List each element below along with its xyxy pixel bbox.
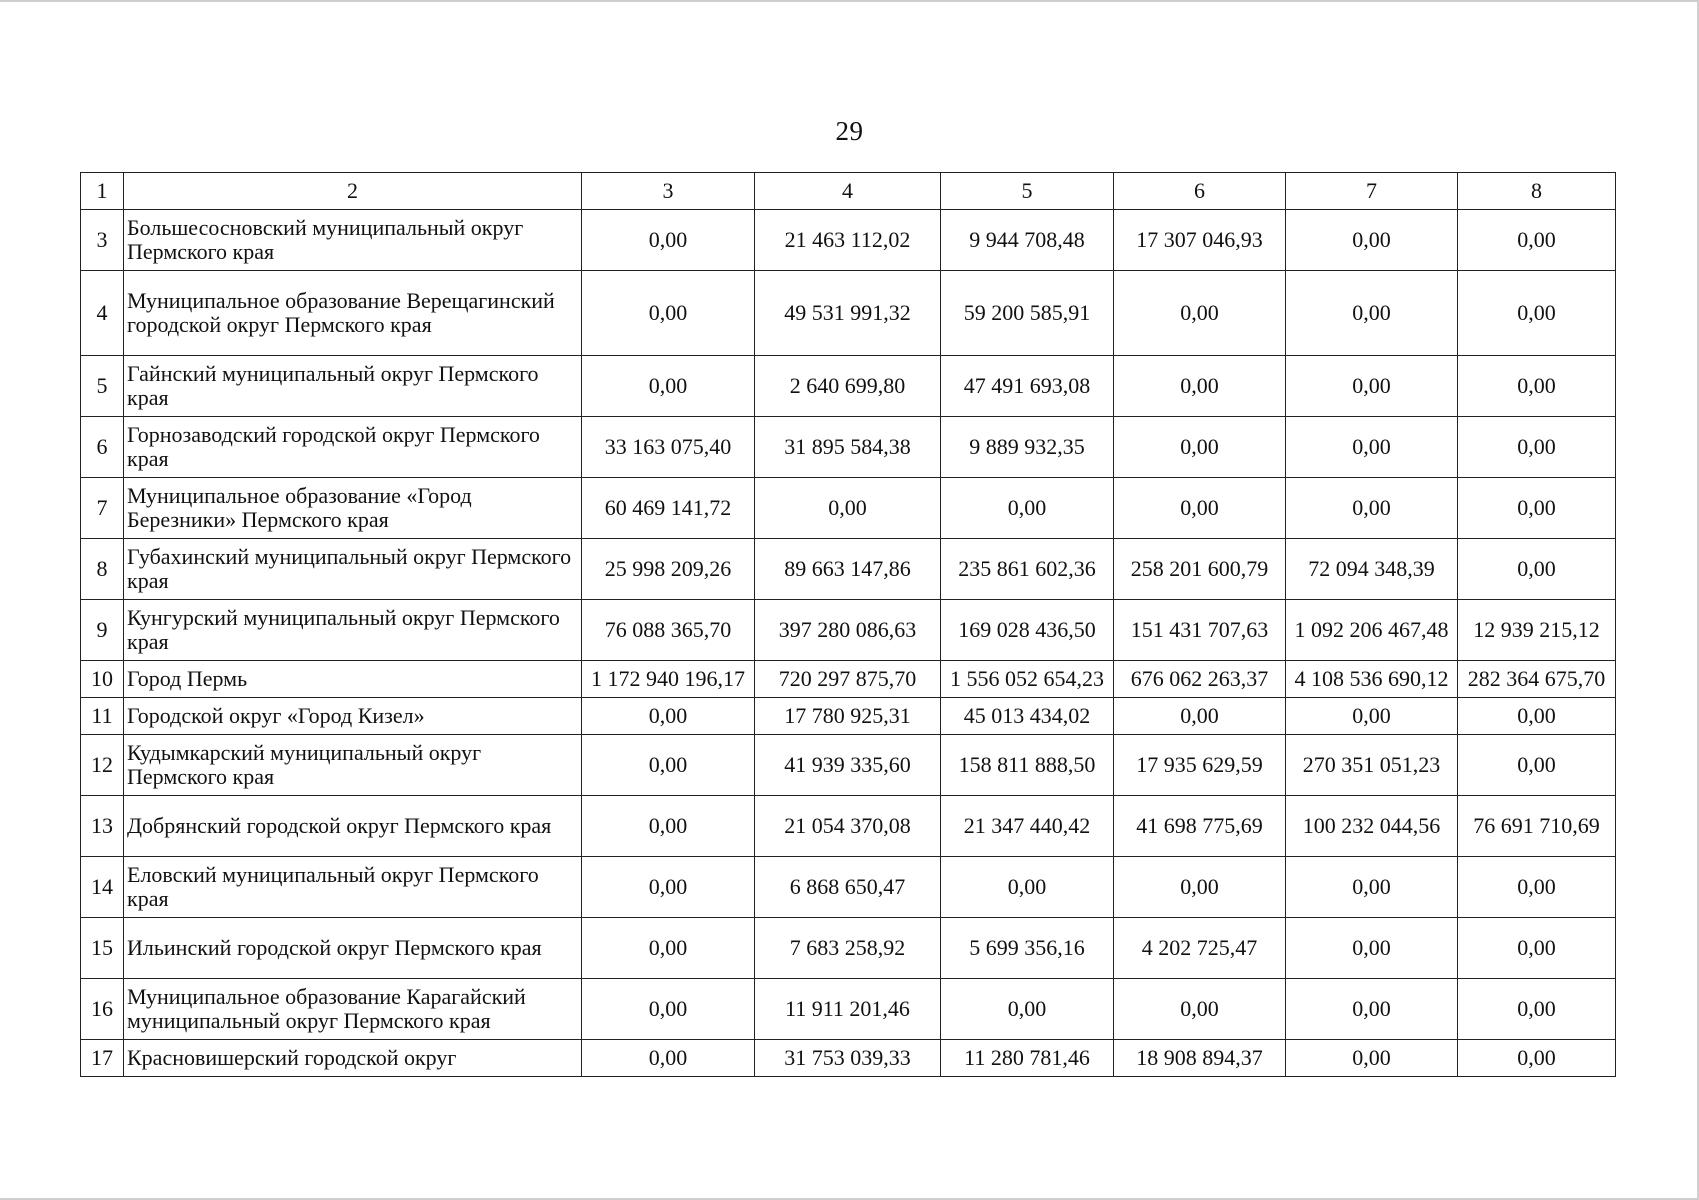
amount-cell: 0,00	[582, 210, 755, 271]
amount-cell: 282 364 675,70	[1458, 661, 1616, 698]
column-header: 6	[1114, 173, 1286, 210]
municipality-name: Добрянский городской округ Пермского края	[124, 796, 582, 857]
amount-cell: 49 531 991,32	[755, 271, 941, 356]
amount-cell: 270 351 051,23	[1286, 735, 1458, 796]
amount-cell: 0,00	[1458, 539, 1616, 600]
amount-cell: 41 698 775,69	[1114, 796, 1286, 857]
row-number: 10	[81, 661, 124, 698]
row-number: 15	[81, 918, 124, 979]
amount-cell: 76 691 710,69	[1458, 796, 1616, 857]
column-header: 5	[941, 173, 1114, 210]
table-row	[81, 796, 1616, 857]
amount-cell: 76 088 365,70	[582, 600, 755, 661]
municipality-name: Красновишерский городской округ	[124, 1040, 582, 1077]
header-row	[81, 173, 1616, 210]
column-header: 8	[1458, 173, 1616, 210]
amount-cell: 17 780 925,31	[755, 698, 941, 735]
amount-cell: 9 944 708,48	[941, 210, 1114, 271]
amount-cell: 0,00	[1286, 271, 1458, 356]
municipality-name: Кудымкарский муниципальный округ Пермского края	[124, 735, 582, 796]
municipality-name: Горнозаводский городской округ Пермского края	[124, 417, 582, 478]
amount-cell: 33 163 075,40	[582, 417, 755, 478]
amount-cell: 0,00	[1458, 979, 1616, 1040]
amount-cell: 4 108 536 690,12	[1286, 661, 1458, 698]
amount-cell: 0,00	[1114, 857, 1286, 918]
amount-cell: 0,00	[1114, 698, 1286, 735]
amount-cell: 0,00	[582, 796, 755, 857]
amount-cell: 258 201 600,79	[1114, 539, 1286, 600]
amount-cell: 0,00	[1286, 918, 1458, 979]
amount-cell: 0,00	[1286, 417, 1458, 478]
row-number: 13	[81, 796, 124, 857]
amount-cell: 0,00	[1458, 210, 1616, 271]
amount-cell: 0,00	[1286, 979, 1458, 1040]
column-header: 4	[755, 173, 941, 210]
amount-cell: 31 895 584,38	[755, 417, 941, 478]
amount-cell: 31 753 039,33	[755, 1040, 941, 1077]
amount-cell: 100 232 044,56	[1286, 796, 1458, 857]
amount-cell: 89 663 147,86	[755, 539, 941, 600]
table-row	[81, 539, 1616, 600]
row-number: 7	[81, 478, 124, 539]
amount-cell: 25 998 209,26	[582, 539, 755, 600]
amount-cell: 0,00	[1458, 478, 1616, 539]
amount-cell: 720 297 875,70	[755, 661, 941, 698]
table-row	[81, 1040, 1616, 1077]
amount-cell: 4 202 725,47	[1114, 918, 1286, 979]
table-row	[81, 356, 1616, 417]
municipality-name: Большесосновский муниципальный округ Пермского края	[124, 210, 582, 271]
table-row	[81, 271, 1616, 356]
amount-cell: 0,00	[941, 979, 1114, 1040]
amount-cell: 18 908 894,37	[1114, 1040, 1286, 1077]
column-header: 1	[81, 173, 124, 210]
amount-cell: 2 640 699,80	[755, 356, 941, 417]
table-row	[81, 417, 1616, 478]
row-number: 16	[81, 979, 124, 1040]
row-number: 9	[81, 600, 124, 661]
row-number: 12	[81, 735, 124, 796]
page-number: 29	[835, 116, 864, 146]
scan-edge-top	[0, 0, 1699, 2]
amount-cell: 17 935 629,59	[1114, 735, 1286, 796]
municipality-name: Муниципальное образование Верещагинский городской округ Пермского края	[124, 271, 582, 356]
amount-cell: 0,00	[1458, 698, 1616, 735]
amount-cell: 0,00	[1458, 857, 1616, 918]
amount-cell: 0,00	[1458, 1040, 1616, 1077]
amount-cell: 151 431 707,63	[1114, 600, 1286, 661]
row-number: 5	[81, 356, 124, 417]
amount-cell: 72 094 348,39	[1286, 539, 1458, 600]
row-number: 6	[81, 417, 124, 478]
amount-cell: 0,00	[1458, 735, 1616, 796]
amount-cell: 0,00	[1114, 417, 1286, 478]
municipality-name: Еловский муниципальный округ Пермского края	[124, 857, 582, 918]
table-row	[81, 600, 1616, 661]
table-row	[81, 698, 1616, 735]
row-number: 17	[81, 1040, 124, 1077]
amount-cell: 0,00	[1286, 356, 1458, 417]
amount-cell: 0,00	[582, 735, 755, 796]
amount-cell: 0,00	[1286, 478, 1458, 539]
municipality-name: Муниципальное образование «Город Березники» Пермского края	[124, 478, 582, 539]
amount-cell: 59 200 585,91	[941, 271, 1114, 356]
amount-cell: 0,00	[1458, 918, 1616, 979]
amount-cell: 0,00	[755, 478, 941, 539]
municipality-name: Город Пермь	[124, 661, 582, 698]
amount-cell: 235 861 602,36	[941, 539, 1114, 600]
table-row	[81, 478, 1616, 539]
amount-cell: 5 699 356,16	[941, 918, 1114, 979]
amount-cell: 0,00	[582, 979, 755, 1040]
amount-cell: 60 469 141,72	[582, 478, 755, 539]
amount-cell: 0,00	[1114, 979, 1286, 1040]
amount-cell: 1 556 052 654,23	[941, 661, 1114, 698]
municipality-name: Ильинский городской округ Пермского края	[124, 918, 582, 979]
amount-cell: 0,00	[1114, 271, 1286, 356]
amount-cell: 0,00	[582, 356, 755, 417]
table-row	[81, 210, 1616, 271]
amount-cell: 0,00	[1458, 271, 1616, 356]
amount-cell: 7 683 258,92	[755, 918, 941, 979]
amount-cell: 41 939 335,60	[755, 735, 941, 796]
amount-cell: 0,00	[1114, 478, 1286, 539]
amount-cell: 11 911 201,46	[755, 979, 941, 1040]
amount-cell: 0,00	[1458, 356, 1616, 417]
municipality-name: Городской округ «Город Кизел»	[124, 698, 582, 735]
amount-cell: 0,00	[1286, 210, 1458, 271]
row-number: 14	[81, 857, 124, 918]
column-header: 3	[582, 173, 755, 210]
amount-cell: 21 463 112,02	[755, 210, 941, 271]
table-row	[81, 661, 1616, 698]
amount-cell: 0,00	[941, 857, 1114, 918]
amount-cell: 397 280 086,63	[755, 600, 941, 661]
amount-cell: 0,00	[1286, 698, 1458, 735]
municipality-name: Губахинский муниципальный округ Пермского края	[124, 539, 582, 600]
amount-cell: 158 811 888,50	[941, 735, 1114, 796]
table-row	[81, 979, 1616, 1040]
amount-cell: 0,00	[1114, 356, 1286, 417]
amount-cell: 21 347 440,42	[941, 796, 1114, 857]
amount-cell: 45 013 434,02	[941, 698, 1114, 735]
amount-cell: 11 280 781,46	[941, 1040, 1114, 1077]
amount-cell: 17 307 046,93	[1114, 210, 1286, 271]
table-row	[81, 857, 1616, 918]
row-number: 3	[81, 210, 124, 271]
amount-cell: 169 028 436,50	[941, 600, 1114, 661]
amount-cell: 6 868 650,47	[755, 857, 941, 918]
amount-cell: 0,00	[582, 1040, 755, 1077]
amount-cell: 0,00	[1458, 417, 1616, 478]
amount-cell: 0,00	[582, 271, 755, 356]
amount-cell: 9 889 932,35	[941, 417, 1114, 478]
amount-cell: 12 939 215,12	[1458, 600, 1616, 661]
amount-cell: 0,00	[941, 478, 1114, 539]
row-number: 4	[81, 271, 124, 356]
row-number: 8	[81, 539, 124, 600]
column-header: 7	[1286, 173, 1458, 210]
amount-cell: 0,00	[582, 857, 755, 918]
amount-cell: 0,00	[1286, 1040, 1458, 1077]
municipality-name: Гайнский муниципальный округ Пермского края	[124, 356, 582, 417]
municipal-budget-table	[80, 172, 1616, 1077]
amount-cell: 0,00	[1286, 857, 1458, 918]
amount-cell: 0,00	[582, 918, 755, 979]
table-row	[81, 735, 1616, 796]
amount-cell: 47 491 693,08	[941, 356, 1114, 417]
amount-cell: 1 172 940 196,17	[582, 661, 755, 698]
row-number: 11	[81, 698, 124, 735]
municipality-name: Муниципальное образование Карагайский муниципальный округ Пермского края	[124, 979, 582, 1040]
municipality-name: Кунгурский муниципальный округ Пермского края	[124, 600, 582, 661]
amount-cell: 676 062 263,37	[1114, 661, 1286, 698]
amount-cell: 21 054 370,08	[755, 796, 941, 857]
column-header: 2	[124, 173, 582, 210]
table-row	[81, 918, 1616, 979]
amount-cell: 1 092 206 467,48	[1286, 600, 1458, 661]
amount-cell: 0,00	[582, 698, 755, 735]
